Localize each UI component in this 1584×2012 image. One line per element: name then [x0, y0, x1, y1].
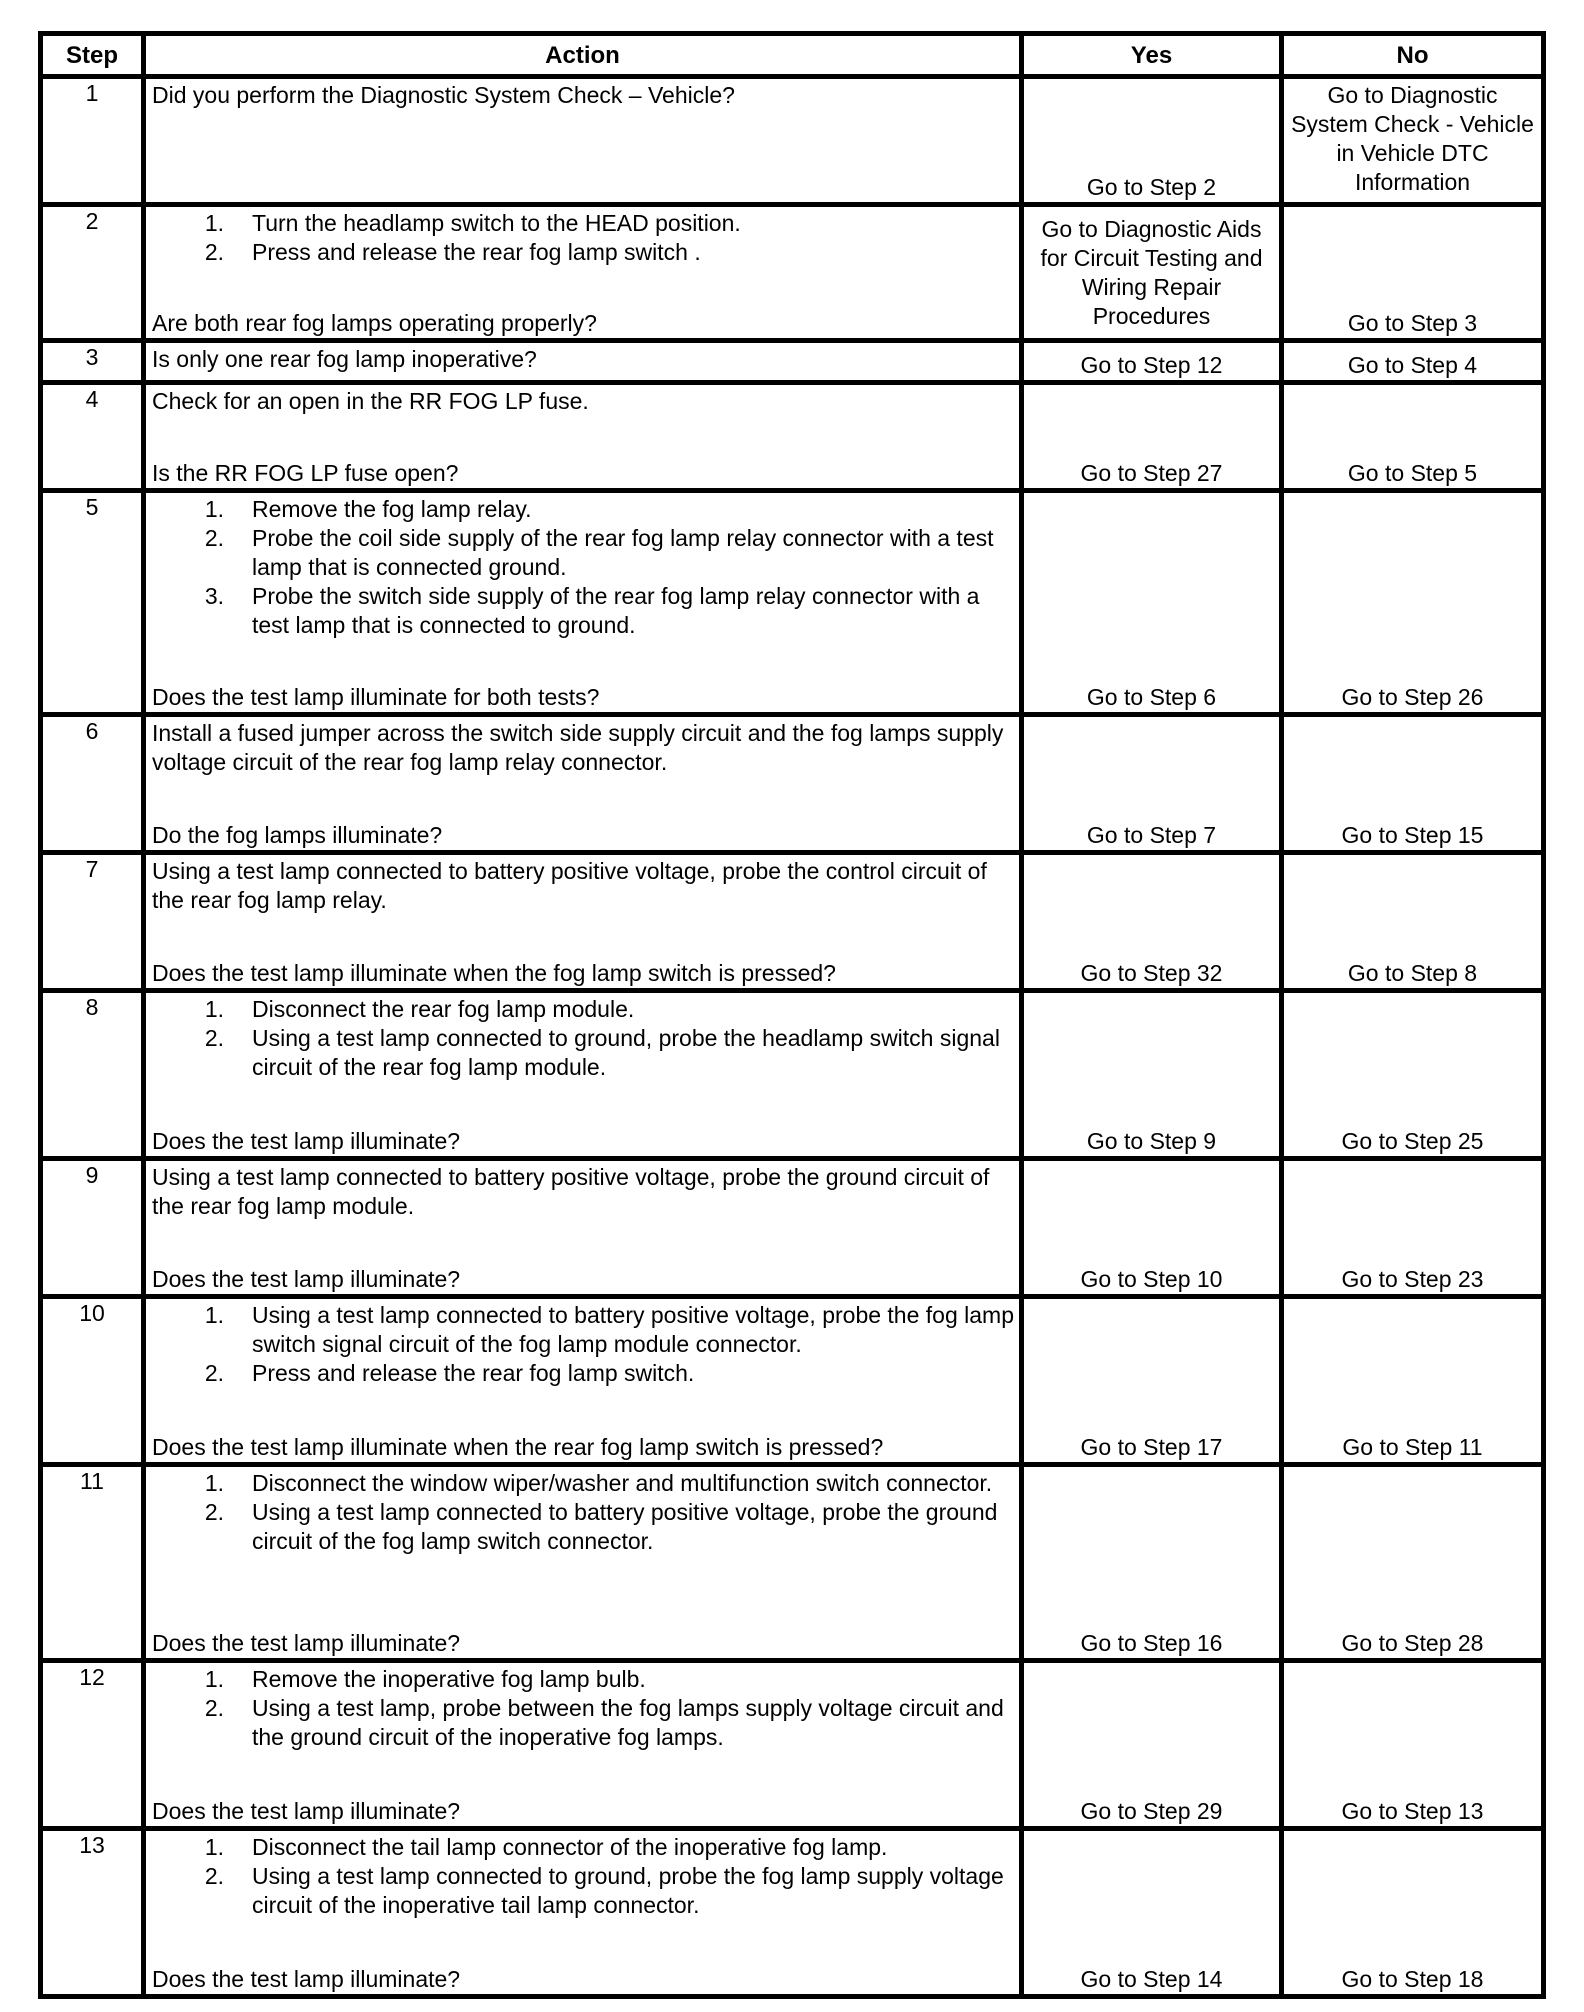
list-item-number: 3. — [204, 583, 224, 609]
action-question: Does the test lamp illuminate? — [152, 1966, 461, 1992]
header-step: Step — [41, 34, 144, 77]
list-item-text: Disconnect the window wiper/washer and multifunction switch connector. — [252, 1470, 993, 1496]
action-cell — [144, 383, 1022, 491]
no-cell — [1282, 1661, 1544, 1829]
list-item-number: 2. — [204, 1360, 224, 1386]
list-item-text: Probe the switch side supply of the rear fog lamp relay connector with a test lamp that is connected to ground. — [252, 583, 980, 638]
list-item-number: 1. — [204, 1834, 224, 1860]
list-item — [152, 238, 1015, 267]
table-row — [41, 1465, 1544, 1661]
no-cell — [1282, 77, 1544, 205]
action-intro: Using a test lamp connected to battery positive voltage, probe the ground circuit of the rear fog lamp module. — [152, 1164, 990, 1219]
action-cell — [144, 1829, 1022, 1997]
no-cell — [1282, 853, 1544, 991]
no-cell — [1282, 341, 1544, 383]
action-cell — [144, 715, 1022, 853]
table-row — [41, 341, 1544, 383]
action-question: Does the test lamp illuminate when the fog lamp switch is pressed? — [152, 960, 836, 986]
no-outcome: Go to Step 15 — [1341, 822, 1484, 848]
list-item-text: Probe the coil side supply of the rear fog lamp relay connector with a test lamp that is connected ground. — [252, 525, 994, 580]
list-item-number: 2. — [204, 239, 224, 265]
yes-outcome: Go to Step 27 — [1080, 460, 1223, 486]
action-cell — [144, 77, 1022, 205]
action-cell — [144, 853, 1022, 991]
step-number: 11 — [41, 1465, 144, 1661]
no-cell — [1282, 1159, 1544, 1297]
list-item-text: Remove the inoperative fog lamp bulb. — [252, 1666, 646, 1692]
no-outcome: Go to Step 5 — [1347, 460, 1478, 486]
action-question: Is the RR FOG LP fuse open? — [152, 460, 459, 486]
list-item-text: Using a test lamp connected to ground, probe the fog lamp supply voltage circuit of the inoperative tail lamp connector. — [252, 1863, 1004, 1918]
no-outcome: Go to Step 13 — [1341, 1798, 1484, 1824]
list-item — [152, 1024, 1015, 1082]
yes-outcome: Go to Step 7 — [1086, 822, 1217, 848]
step-number: 5 — [41, 491, 144, 715]
action-cell — [144, 1661, 1022, 1829]
table-row — [41, 1829, 1544, 1997]
list-item-number: 2. — [204, 1025, 224, 1051]
action-intro: Did you perform the Diagnostic System Check – Vehicle? — [152, 82, 735, 108]
list-item-text: Remove the fog lamp relay. — [252, 496, 532, 522]
no-outcome: Go to Step 8 — [1347, 960, 1478, 986]
list-item-number: 2. — [204, 525, 224, 551]
yes-cell — [1022, 1829, 1282, 1997]
yes-cell — [1022, 77, 1282, 205]
no-outcome: Go to Step 25 — [1341, 1128, 1484, 1154]
list-item-number: 2. — [204, 1695, 224, 1721]
action-question: Does the test lamp illuminate? — [152, 1266, 461, 1292]
list-item — [152, 1359, 1015, 1388]
yes-outcome: Go to Step 17 — [1080, 1434, 1223, 1460]
yes-outcome: Go to Step 9 — [1086, 1128, 1217, 1154]
table-row — [41, 383, 1544, 491]
step-number: 2 — [41, 205, 144, 341]
list-item — [152, 1665, 1015, 1694]
yes-outcome: Go to Step 14 — [1080, 1966, 1223, 1992]
yes-outcome: Go to Step 10 — [1080, 1266, 1223, 1292]
step-number: 4 — [41, 383, 144, 491]
yes-cell — [1022, 491, 1282, 715]
table-row — [41, 1297, 1544, 1465]
no-cell — [1282, 491, 1544, 715]
yes-cell — [1022, 383, 1282, 491]
yes-cell — [1022, 853, 1282, 991]
table-row — [41, 991, 1544, 1159]
action-intro: Check for an open in the RR FOG LP fuse. — [152, 388, 589, 414]
yes-outcome: Go to Step 6 — [1086, 684, 1217, 710]
table-body — [41, 77, 1544, 1997]
list-item-text: Using a test lamp connected to battery positive voltage, probe the fog lamp switch signal circuit of the fog lamp module connector. — [252, 1302, 1014, 1357]
no-outcome: Go to Step 23 — [1341, 1266, 1484, 1292]
list-item-number: 1. — [204, 1302, 224, 1328]
action-substeps — [152, 1833, 1015, 1920]
step-number: 10 — [41, 1297, 144, 1465]
action-intro: Is only one rear fog lamp inoperative? — [152, 346, 537, 372]
list-item-number: 1. — [204, 210, 224, 236]
diagnostic-table — [38, 31, 1546, 1999]
action-intro: Install a fused jumper across the switch side supply circuit and the fog lamps supply voltage circuit of the rear fog lamp relay connector. — [152, 720, 1004, 775]
yes-cell — [1022, 1297, 1282, 1465]
action-cell — [144, 1297, 1022, 1465]
no-cell — [1282, 1465, 1544, 1661]
table-row — [41, 1159, 1544, 1297]
list-item-number: 1. — [204, 996, 224, 1022]
no-cell — [1282, 991, 1544, 1159]
list-item — [152, 524, 1015, 582]
list-item — [152, 1498, 1015, 1556]
action-question: Does the test lamp illuminate? — [152, 1128, 461, 1154]
list-item — [152, 1469, 1015, 1498]
action-cell — [144, 1159, 1022, 1297]
action-cell — [144, 1465, 1022, 1661]
yes-cell — [1022, 1465, 1282, 1661]
table-row — [41, 715, 1544, 853]
action-cell — [144, 991, 1022, 1159]
header-row — [41, 34, 1544, 77]
yes-outcome: Go to Step 32 — [1080, 960, 1223, 986]
action-question: Do the fog lamps illuminate? — [152, 822, 443, 848]
yes-outcome: Go to Step 29 — [1080, 1798, 1223, 1824]
list-item — [152, 1833, 1015, 1862]
list-item-number: 1. — [204, 1470, 224, 1496]
no-cell — [1282, 205, 1544, 341]
yes-cell — [1022, 1159, 1282, 1297]
action-substeps — [152, 495, 1015, 640]
no-outcome: Go to Step 3 — [1347, 310, 1478, 336]
list-item-text: Using a test lamp, probe between the fog lamps supply voltage circuit and the ground circuit of the inoperative fog lamps. — [252, 1695, 1004, 1750]
no-outcome: Go to Step 26 — [1341, 684, 1484, 710]
list-item — [152, 582, 1015, 640]
list-item-text: Disconnect the tail lamp connector of the inoperative fog lamp. — [252, 1834, 888, 1860]
step-number: 8 — [41, 991, 144, 1159]
no-outcome: Go to Step 28 — [1341, 1630, 1484, 1656]
action-question: Does the test lamp illuminate when the rear fog lamp switch is pressed? — [152, 1434, 884, 1460]
header-no: No — [1282, 34, 1544, 77]
table-row — [41, 205, 1544, 341]
list-item-text: Using a test lamp connected to ground, probe the headlamp switch signal circuit of the rear fog lamp module. — [252, 1025, 1000, 1080]
step-number: 3 — [41, 341, 144, 383]
list-item — [152, 995, 1015, 1024]
action-question: Does the test lamp illuminate? — [152, 1798, 461, 1824]
step-number: 12 — [41, 1661, 144, 1829]
list-item-text: Press and release the rear fog lamp switch . — [252, 239, 701, 265]
table-row — [41, 491, 1544, 715]
step-number: 13 — [41, 1829, 144, 1997]
list-item — [152, 1862, 1015, 1920]
list-item-number: 1. — [204, 496, 224, 522]
list-item-text: Disconnect the rear fog lamp module. — [252, 996, 635, 1022]
table-row — [41, 77, 1544, 205]
list-item-number: 1. — [204, 1666, 224, 1692]
yes-outcome: Go to Step 16 — [1080, 1630, 1223, 1656]
action-cell — [144, 341, 1022, 383]
list-item — [152, 209, 1015, 238]
action-substeps — [152, 995, 1015, 1082]
no-cell — [1282, 1297, 1544, 1465]
action-intro: Using a test lamp connected to battery positive voltage, probe the control circuit of the rear fog lamp relay. — [152, 858, 987, 913]
list-item — [152, 1694, 1015, 1752]
yes-cell — [1022, 341, 1282, 383]
list-item — [152, 1301, 1015, 1359]
action-substeps — [152, 1301, 1015, 1388]
list-item-text: Turn the headlamp switch to the HEAD position. — [252, 210, 741, 236]
action-substeps — [152, 209, 1015, 267]
action-cell — [144, 491, 1022, 715]
header-action: Action — [144, 34, 1022, 77]
header-yes: Yes — [1022, 34, 1282, 77]
yes-cell — [1022, 715, 1282, 853]
table-row — [41, 1661, 1544, 1829]
list-item-text: Press and release the rear fog lamp switch. — [252, 1360, 695, 1386]
no-cell — [1282, 715, 1544, 853]
no-outcome: Go to Step 11 — [1342, 1434, 1483, 1460]
step-number: 9 — [41, 1159, 144, 1297]
table-row — [41, 853, 1544, 991]
list-item-number: 2. — [204, 1499, 224, 1525]
action-cell — [144, 205, 1022, 341]
yes-cell — [1022, 1661, 1282, 1829]
yes-outcome: Go to Step 2 — [1086, 174, 1217, 200]
list-item-number: 2. — [204, 1863, 224, 1889]
yes-cell — [1022, 205, 1282, 341]
list-item — [152, 495, 1015, 524]
list-item-text: Using a test lamp connected to battery positive voltage, probe the ground circuit of the fog lamp switch connector. — [252, 1499, 998, 1554]
no-outcome: Go to Step 4 — [1347, 352, 1478, 378]
action-substeps — [152, 1665, 1015, 1752]
step-number: 1 — [41, 77, 144, 205]
yes-outcome: Go to Diagnostic Aids for Circuit Testing and Wiring Repair Procedures — [1040, 216, 1263, 329]
yes-cell — [1022, 991, 1282, 1159]
action-question: Are both rear fog lamps operating properly? — [152, 310, 597, 336]
no-cell — [1282, 1829, 1544, 1997]
action-question: Does the test lamp illuminate? — [152, 1630, 461, 1656]
step-number: 7 — [41, 853, 144, 991]
action-substeps — [152, 1469, 1015, 1556]
action-question: Does the test lamp illuminate for both tests? — [152, 684, 600, 710]
yes-outcome: Go to Step 12 — [1080, 352, 1223, 378]
no-outcome: Go to Diagnostic System Check - Vehicle in Vehicle DTC Information — [1291, 82, 1534, 195]
step-number: 6 — [41, 715, 144, 853]
no-cell — [1282, 383, 1544, 491]
no-outcome: Go to Step 18 — [1341, 1966, 1484, 1992]
